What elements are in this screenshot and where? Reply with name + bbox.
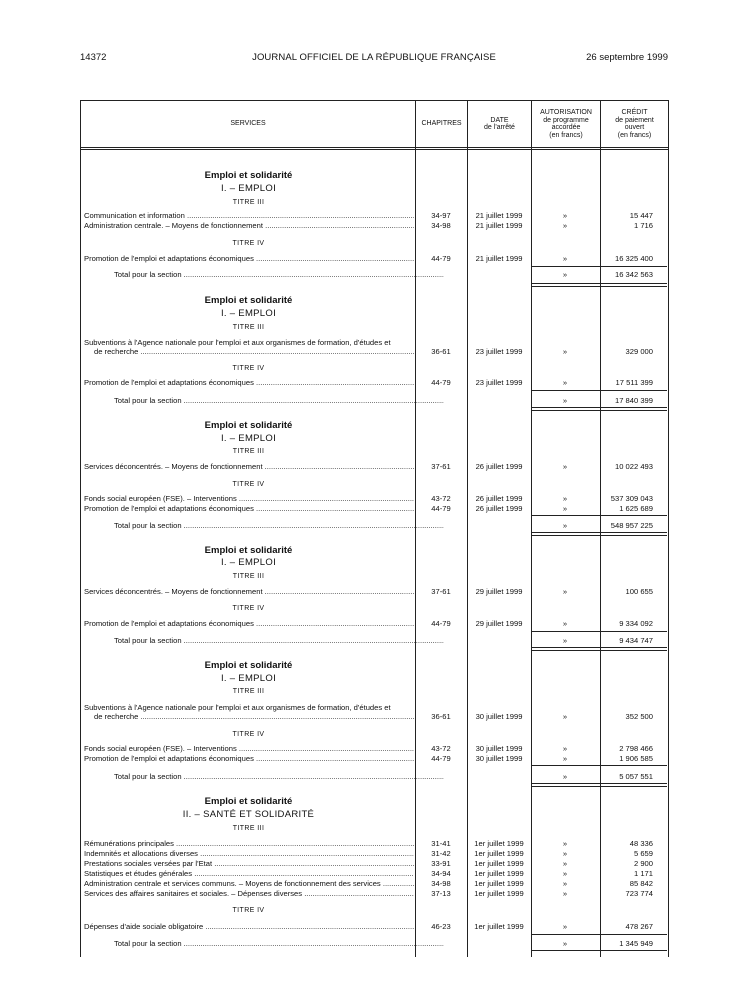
- page-header: [80, 52, 668, 68]
- authorisation-cell: »: [562, 504, 568, 513]
- row-label: Prestations sociales versées par l'Etat .....: [84, 859, 414, 869]
- journal-title: JOURNAL OFFICIEL DE LA RÉPUBLIQUE FRANÇAISE: [252, 52, 496, 63]
- chapter-cell: 44-79: [431, 254, 451, 263]
- authorisation-cell: »: [562, 754, 568, 763]
- credit-cell: 48 336: [629, 839, 653, 848]
- col-header-autorisation: AUTORISATION de programme accordée (en francs): [540, 109, 592, 139]
- row-label-continued: de recherche .....: [94, 347, 414, 356]
- row-label: Fonds social européen (FSE). – Interventions .....: [84, 494, 414, 504]
- table-row: [80, 254, 667, 264]
- rule-line: [531, 407, 667, 408]
- credit-cell: 5 659: [633, 849, 653, 858]
- table-row: [80, 744, 667, 754]
- section-title: Emploi et solidarité: [204, 660, 293, 671]
- titre-heading: TITRE III: [232, 825, 265, 832]
- chapter-cell: 44-79: [431, 754, 451, 763]
- credit-cell: 2 798 466: [619, 744, 653, 753]
- col-header-services: SERVICES: [230, 120, 266, 128]
- table-row: [80, 859, 667, 869]
- authorisation-cell: »: [562, 270, 568, 279]
- credit-cell: 548 957 225: [610, 521, 653, 530]
- chapter-cell: 33-91: [431, 859, 451, 868]
- chapter-cell: 36-61: [431, 712, 451, 721]
- row-label: Total pour la section .....: [114, 772, 444, 782]
- chapter-cell: 31-42: [431, 849, 451, 858]
- row-label: Promotion de l'emploi et adaptations économiques .....: [84, 378, 414, 388]
- table-row: [80, 754, 667, 764]
- titre-heading: TITRE IV: [232, 240, 265, 247]
- row-label: Services déconcentrés. – Moyens de fonctionnement .....: [84, 587, 414, 597]
- chapter-cell: 44-79: [431, 378, 451, 387]
- rule-line: [531, 631, 667, 632]
- table-row: [80, 587, 667, 597]
- header-rule: [81, 149, 668, 150]
- credit-cell: 352 500: [625, 712, 653, 721]
- credit-cell: 478 267: [625, 922, 653, 931]
- publication-date: 26 septembre 1999: [586, 52, 668, 63]
- date-cell: 30 juillet 1999: [475, 744, 523, 753]
- authorisation-cell: »: [562, 221, 568, 230]
- date-cell: 21 juillet 1999: [475, 254, 523, 263]
- total-row: [80, 270, 667, 280]
- credit-cell: 2 900: [633, 859, 653, 868]
- authorisation-cell: »: [562, 859, 568, 868]
- authorisation-cell: »: [562, 254, 568, 263]
- authorisation-cell: »: [562, 521, 568, 530]
- rule-line: [531, 786, 667, 787]
- total-row: [80, 636, 667, 646]
- table-row: [80, 504, 667, 514]
- row-label: Statistiques et études générales .....: [84, 869, 414, 879]
- table-row: [80, 922, 667, 932]
- credit-cell: 9 334 092: [619, 619, 653, 628]
- credit-cell: 5 057 551: [619, 772, 653, 781]
- table-row: [80, 849, 667, 859]
- titre-heading: TITRE III: [232, 324, 265, 331]
- authorisation-cell: »: [562, 879, 568, 888]
- chapter-cell: 34-98: [431, 879, 451, 888]
- titre-heading: TITRE III: [232, 573, 265, 580]
- date-cell: 29 juillet 1999: [475, 587, 523, 596]
- credit-cell: 16 325 400: [614, 254, 653, 263]
- rule-line: [531, 650, 667, 651]
- row-label: Services des affaires sanitaires et sociales. – Dépenses diverses .....: [84, 889, 414, 899]
- date-cell: 1er juillet 1999: [474, 869, 524, 878]
- chapter-cell: 34-97: [431, 211, 451, 220]
- row-label: Total pour la section .....: [114, 396, 444, 406]
- rule-line: [531, 783, 667, 784]
- header-rule: [81, 147, 668, 148]
- authorisation-cell: »: [562, 378, 568, 387]
- section-title: Emploi et solidarité: [204, 796, 293, 807]
- row-label: Promotion de l'emploi et adaptations économiques .....: [84, 619, 414, 629]
- chapter-cell: 37-13: [431, 889, 451, 898]
- date-cell: 26 juillet 1999: [475, 462, 523, 471]
- date-cell: 1er juillet 1999: [474, 849, 524, 858]
- row-label: Rémunérations principales .....: [84, 839, 414, 849]
- date-cell: 1er juillet 1999: [474, 889, 524, 898]
- titre-heading: TITRE III: [232, 688, 265, 695]
- table-row: [80, 221, 667, 231]
- titre-heading: TITRE IV: [232, 365, 265, 372]
- row-label: Dépenses d'aide sociale obligatoire .....: [84, 922, 414, 932]
- section-subtitle: I. – EMPLOI: [220, 673, 277, 684]
- authorisation-cell: »: [562, 869, 568, 878]
- date-cell: 1er juillet 1999: [474, 839, 524, 848]
- chapter-cell: 44-79: [431, 504, 451, 513]
- date-cell: 23 juillet 1999: [475, 347, 523, 356]
- row-label: Total pour la section .....: [114, 521, 444, 531]
- table-row: [80, 462, 667, 472]
- credit-cell: 15 447: [629, 211, 653, 220]
- row-label: Total pour la section .....: [114, 636, 444, 646]
- credit-cell: 537 309 043: [610, 494, 653, 503]
- table-row: [80, 889, 667, 899]
- rule-line: [531, 950, 667, 951]
- authorisation-cell: »: [562, 462, 568, 471]
- authorisation-cell: »: [562, 494, 568, 503]
- chapter-cell: 37-61: [431, 462, 451, 471]
- rule-line: [531, 286, 667, 287]
- row-label: Promotion de l'emploi et adaptations économiques .....: [84, 254, 414, 264]
- titre-heading: TITRE III: [232, 448, 265, 455]
- chapter-cell: 31-41: [431, 839, 451, 848]
- section-subtitle: I. – EMPLOI: [220, 557, 277, 568]
- table-row-values: [80, 347, 667, 357]
- table-row: [80, 839, 667, 849]
- row-label: Communication et information .....: [84, 211, 414, 221]
- total-row: [80, 939, 667, 949]
- rule-line: [531, 410, 667, 411]
- titre-heading: TITRE III: [232, 199, 265, 206]
- rule-line: [531, 532, 667, 533]
- section-subtitle: II. – SANTÉ ET SOLIDARITÉ: [182, 809, 315, 820]
- authorisation-cell: »: [562, 619, 568, 628]
- authorisation-cell: »: [562, 636, 568, 645]
- credit-cell: 1 716: [633, 221, 653, 230]
- credit-cell: 329 000: [625, 347, 653, 356]
- row-label: Fonds social européen (FSE). – Interventions .....: [84, 744, 414, 754]
- table-row: [80, 211, 667, 221]
- col-header-chapitres: CHAPITRES: [421, 120, 462, 128]
- total-row: [80, 772, 667, 782]
- credit-cell: 10 022 493: [614, 462, 653, 471]
- authorisation-cell: »: [562, 396, 568, 405]
- row-label: Administration centrale et services communs. – Moyens de fonctionnement des services .....: [84, 879, 414, 889]
- total-row: [80, 396, 667, 406]
- table-row: [80, 879, 667, 889]
- authorisation-cell: »: [562, 922, 568, 931]
- titre-heading: TITRE IV: [232, 481, 265, 488]
- titre-heading: TITRE IV: [232, 907, 265, 914]
- credit-cell: 17 511 399: [615, 378, 653, 387]
- authorisation-cell: »: [562, 839, 568, 848]
- rule-line: [531, 266, 667, 267]
- authorisation-cell: »: [562, 939, 568, 948]
- chapter-cell: 37-61: [431, 587, 451, 596]
- section-title: Emploi et solidarité: [204, 170, 293, 181]
- page-number: 14372: [80, 52, 107, 63]
- date-cell: 26 juillet 1999: [475, 504, 523, 513]
- rule-line: [531, 390, 667, 391]
- titre-heading: TITRE IV: [232, 731, 265, 738]
- rule-line: [531, 647, 667, 648]
- row-label: Subventions à l'Agence nationale pour l'emploi et aux organismes de formation, d'études et: [84, 338, 391, 347]
- rule-line: [531, 283, 667, 284]
- row-label: Total pour la section .....: [114, 270, 444, 280]
- row-label: Promotion de l'emploi et adaptations économiques .....: [84, 754, 414, 764]
- credit-cell: 1 171: [633, 869, 653, 878]
- chapter-cell: 43-72: [431, 494, 451, 503]
- date-cell: 21 juillet 1999: [475, 211, 523, 220]
- authorisation-cell: »: [562, 587, 568, 596]
- row-label: Indemnités et allocations diverses .....: [84, 849, 414, 859]
- row-label: Services déconcentrés. – Moyens de fonctionnement .....: [84, 462, 414, 472]
- section-subtitle: I. – EMPLOI: [220, 308, 277, 319]
- authorisation-cell: »: [562, 772, 568, 781]
- total-row: [80, 521, 667, 531]
- date-cell: 1er juillet 1999: [474, 879, 524, 888]
- chapter-cell: 34-94: [431, 869, 451, 878]
- authorisation-cell: »: [562, 744, 568, 753]
- credit-cell: 16 342 563: [614, 270, 653, 279]
- table-row: [80, 378, 667, 388]
- rule-line: [531, 535, 667, 536]
- credit-cell: 100 655: [625, 587, 653, 596]
- chapter-cell: 44-79: [431, 619, 451, 628]
- rule-line: [531, 765, 667, 766]
- chapter-cell: 36-61: [431, 347, 451, 356]
- date-cell: 30 juillet 1999: [475, 754, 523, 763]
- chapter-cell: 34-98: [431, 221, 451, 230]
- chapter-cell: 46-23: [431, 922, 451, 931]
- credit-cell: 85 842: [629, 879, 653, 888]
- credit-cell: 9 434 747: [619, 636, 653, 645]
- authorisation-cell: »: [562, 712, 568, 721]
- rule-line: [531, 934, 667, 935]
- table-row-values: [80, 712, 667, 722]
- rule-line: [531, 515, 667, 516]
- row-label: Administration centrale. – Moyens de fonctionnement .....: [84, 221, 414, 231]
- credit-cell: 1 625 689: [619, 504, 653, 513]
- row-label: Total pour la section .....: [114, 939, 444, 949]
- date-cell: 29 juillet 1999: [475, 619, 523, 628]
- table-row: [80, 869, 667, 879]
- col-header-date: DATE de l'arrêté: [484, 116, 515, 131]
- row-label: Promotion de l'emploi et adaptations économiques .....: [84, 504, 414, 514]
- row-label-continued: de recherche .....: [94, 712, 414, 721]
- col-header-credit: CRÉDIT de paiement ouvert (en francs): [615, 109, 654, 139]
- credit-cell: 17 840 399: [614, 396, 653, 405]
- credit-cell: 723 774: [625, 889, 653, 898]
- section-title: Emploi et solidarité: [204, 420, 293, 431]
- section-subtitle: I. – EMPLOI: [220, 183, 277, 194]
- table-row: [80, 619, 667, 629]
- credit-cell: 1 906 585: [619, 754, 653, 763]
- authorisation-cell: »: [562, 889, 568, 898]
- section-title: Emploi et solidarité: [204, 295, 293, 306]
- date-cell: 23 juillet 1999: [475, 378, 523, 387]
- credit-cell: 1 345 949: [619, 939, 653, 948]
- date-cell: 21 juillet 1999: [475, 221, 523, 230]
- date-cell: 26 juillet 1999: [475, 494, 523, 503]
- section-subtitle: I. – EMPLOI: [220, 433, 277, 444]
- table-row: [80, 494, 667, 504]
- authorisation-cell: »: [562, 211, 568, 220]
- titre-heading: TITRE IV: [232, 605, 265, 612]
- section-title: Emploi et solidarité: [204, 545, 293, 556]
- chapter-cell: 43-72: [431, 744, 451, 753]
- date-cell: 1er juillet 1999: [474, 922, 524, 931]
- authorisation-cell: »: [562, 849, 568, 858]
- row-label: Subventions à l'Agence nationale pour l'emploi et aux organismes de formation, d'études et: [84, 703, 391, 712]
- date-cell: 30 juillet 1999: [475, 712, 523, 721]
- authorisation-cell: »: [562, 347, 568, 356]
- date-cell: 1er juillet 1999: [474, 859, 524, 868]
